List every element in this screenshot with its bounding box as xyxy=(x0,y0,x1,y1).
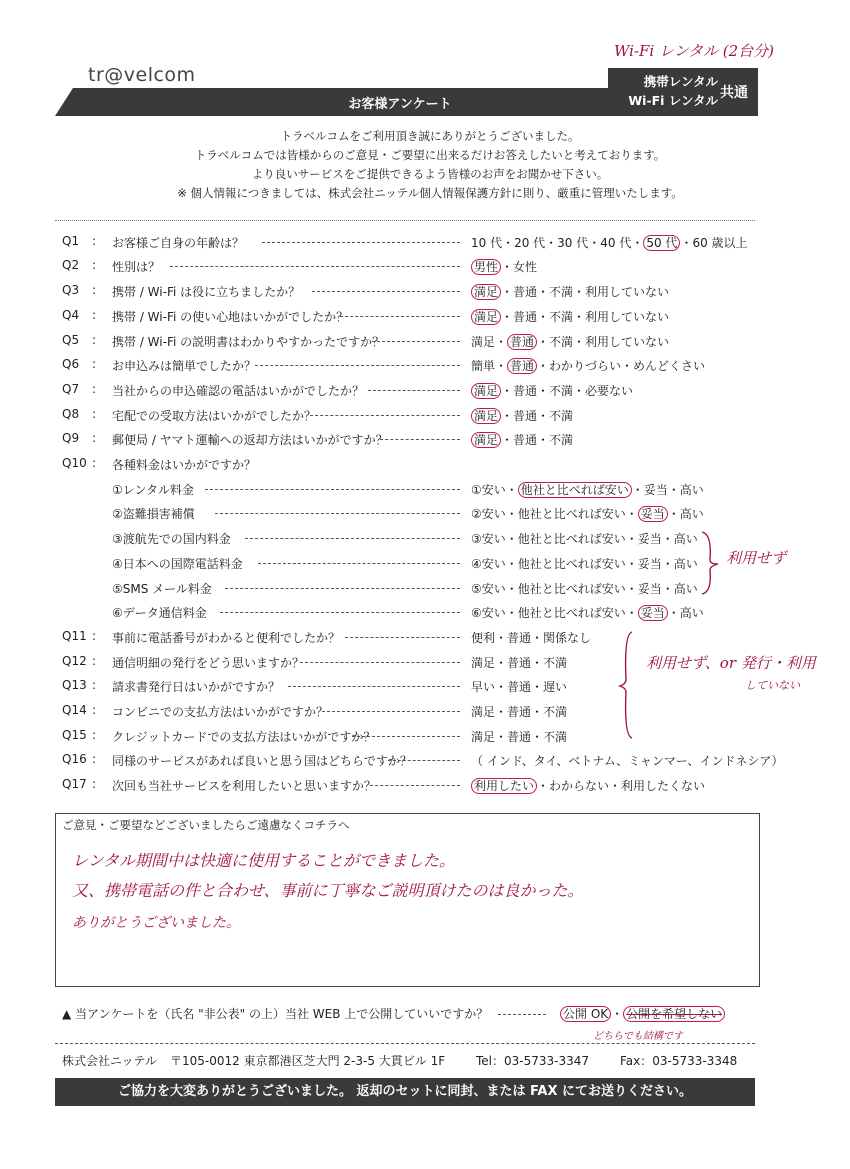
rental-type-labels xyxy=(610,72,718,110)
company-name: 株式会社ニッテル xyxy=(62,1054,157,1068)
leader-dashes xyxy=(258,563,460,564)
handwritten-comment-1: レンタル期間中は快適に使用することができました。 xyxy=(72,851,455,870)
question-text: クレジットカードでの支払方法はいかがですか？ xyxy=(112,730,376,744)
fee-item-label: ①レンタル料金 xyxy=(112,483,194,497)
answer-text: 満足・普通・不満 xyxy=(471,705,568,719)
answer-text: ・60 歳以上 xyxy=(680,236,748,250)
intro-line: トラベルコムをご利用頂き誠にありがとうございました。 xyxy=(280,129,580,143)
answer-options xyxy=(471,505,704,522)
answer-options xyxy=(471,752,783,769)
question-text: 各種料金はいかがですか？ xyxy=(112,458,257,472)
publish-separator: ・ xyxy=(611,1007,624,1021)
intro-text xyxy=(60,127,800,203)
question-number: Q1 xyxy=(62,234,80,248)
leader-dashes xyxy=(310,415,460,416)
question-row xyxy=(0,777,850,801)
leader-dashes xyxy=(368,390,460,391)
selected-answer[interactable]: 利用したい xyxy=(471,778,537,794)
question-colon: : xyxy=(92,678,97,692)
question-text: お客様ご自身の年齢は？ xyxy=(112,236,245,250)
answer-text: 早い・普通・遅い xyxy=(471,680,568,694)
leader-dashes xyxy=(220,612,460,613)
question-colon: : xyxy=(92,333,97,347)
leader-dashes xyxy=(370,785,460,786)
selected-answer[interactable]: 50 代 xyxy=(643,235,680,251)
question-text: 次回も当社サービスを利用したいと思いますか？ xyxy=(112,779,377,793)
answer-text: ・妥当・高い xyxy=(631,483,704,497)
question-row xyxy=(0,703,850,727)
mobile-rental-label: 携帯レンタル xyxy=(643,74,718,89)
question-row xyxy=(0,308,850,332)
answer-options xyxy=(471,777,705,794)
answer-options xyxy=(471,629,591,646)
selected-answer[interactable]: 妥当 xyxy=(638,605,668,621)
q11-handwritten-note-2: していない xyxy=(745,679,800,692)
publish-ng-option[interactable]: 公開を希望しない xyxy=(623,1006,725,1022)
fee-item-label: ②盗難損害補償 xyxy=(112,507,195,521)
q10-sub-row xyxy=(0,505,850,529)
q11-handwritten-note: 利用せず、or 発行・利用 xyxy=(646,654,816,672)
leader-dashes xyxy=(340,316,460,317)
answer-text: ⑤安い・他社と比べれば安い・妥当・高い xyxy=(471,582,698,596)
question-text: 宅配での受取方法はいかがでしたか？ xyxy=(112,409,317,423)
answer-options xyxy=(471,431,573,448)
answer-options xyxy=(471,382,633,399)
answer-options xyxy=(471,654,567,671)
question-number: Q7 xyxy=(62,382,80,396)
leader-dashes xyxy=(345,637,460,638)
question-colon: : xyxy=(92,431,97,445)
answer-text: ①安い・ xyxy=(471,483,518,497)
publish-question: ▲ 当アンケートを（氏名 "非公表" の上）当社 WEB 上で公開していいですか？ xyxy=(62,1007,489,1021)
publish-ok-option[interactable]: 公開 OK xyxy=(560,1006,611,1022)
answer-text: ・わからない・利用したくない xyxy=(537,779,706,793)
answer-text: ・高い xyxy=(667,507,704,521)
question-text: お申込みは簡単でしたか？ xyxy=(112,359,257,373)
q10-sub-row xyxy=(0,481,850,505)
leader-dashes xyxy=(255,365,460,366)
question-number: Q5 xyxy=(62,333,80,347)
q10-sub-row xyxy=(0,555,850,579)
question-row xyxy=(0,333,850,357)
answer-text: ・不満・利用していない xyxy=(537,335,670,349)
question-number: Q2 xyxy=(62,258,80,272)
question-number: Q10 xyxy=(62,456,87,470)
answer-text: ②安い・他社と比べれば安い・ xyxy=(471,507,638,521)
question-colon: : xyxy=(92,308,97,322)
answer-options xyxy=(471,703,567,720)
question-number: Q4 xyxy=(62,308,80,322)
answer-text: 満足・普通・不満 xyxy=(471,656,568,670)
question-colon: : xyxy=(92,407,97,421)
company-address: 〒105-0012 東京都港区芝大門 2-3-5 大貫ビル 1F xyxy=(170,1054,446,1068)
publish-handwritten-note: どちらでも結構です xyxy=(593,1031,683,1042)
leader-dashes xyxy=(262,242,460,243)
answer-options xyxy=(471,678,567,695)
question-text: 携帯 / Wi-Fi の使い心地はいかがでしたか？ xyxy=(112,310,349,324)
leader-dashes xyxy=(288,686,460,687)
question-text: 通信明細の発行をどう思いますか？ xyxy=(112,656,305,670)
leader-dashes xyxy=(352,736,460,737)
question-colon: : xyxy=(92,283,97,297)
question-number: Q16 xyxy=(62,752,87,766)
question-number: Q17 xyxy=(62,777,87,791)
question-colon: : xyxy=(92,703,97,717)
answer-text: ・わかりづらい・めんどくさい xyxy=(537,359,706,373)
answer-options xyxy=(471,728,567,745)
selected-answer[interactable]: 満足 xyxy=(471,432,501,448)
question-text: 当社からの申込確認の電話はいかがでしたか？ xyxy=(112,384,365,398)
answer-text: ） xyxy=(771,754,784,768)
answer-text: 満足・ xyxy=(471,335,508,349)
answer-text: ・高い xyxy=(667,606,704,620)
question-number: Q6 xyxy=(62,357,80,371)
handwritten-wifi-note: Wi-Fi レンタル (2台分) xyxy=(614,42,775,60)
answer-options xyxy=(471,308,669,325)
answer-options xyxy=(471,604,704,621)
leader-dashes xyxy=(170,266,460,267)
question-row xyxy=(0,234,850,258)
q10-sub-row xyxy=(0,580,850,604)
selected-answer[interactable]: 普通 xyxy=(507,358,537,374)
question-number: Q14 xyxy=(62,703,87,717)
company-tel: Tel：03-5733-3347 xyxy=(476,1054,590,1068)
q10-sub-row xyxy=(0,530,850,554)
fee-item-label: ③渡航先での国内料金 xyxy=(112,532,231,546)
question-number: Q15 xyxy=(62,728,87,742)
question-number: Q13 xyxy=(62,678,87,692)
answer-text: ・普通・不満 xyxy=(501,433,574,447)
travelcom-logo: tr@velcom xyxy=(88,64,196,86)
answer-text: 簡単・ xyxy=(471,359,508,373)
question-number: Q3 xyxy=(62,283,80,297)
answer-text: ・普通・不満・利用していない xyxy=(501,310,670,324)
leader-dashes xyxy=(215,513,460,514)
answer-options xyxy=(471,333,669,350)
leader-dashes xyxy=(322,711,460,712)
selected-answer[interactable]: 満足 xyxy=(471,309,501,325)
leader-dashes xyxy=(388,760,460,761)
question-colon: : xyxy=(92,382,97,396)
selected-answer[interactable]: 妥当 xyxy=(638,506,668,522)
selected-answer[interactable]: 他社と比べれば安い xyxy=(518,482,632,498)
question-text: 郵便局 / ヤマト運輸への返却方法はいかがですか？ xyxy=(112,433,388,447)
q10-brace xyxy=(700,530,720,596)
question-text: 請求書発行日はいかがですか？ xyxy=(112,680,281,694)
answer-options xyxy=(471,283,669,300)
answer-text: 10 代・20 代・30 代・40 代・ xyxy=(471,236,644,250)
question-row xyxy=(0,728,850,752)
question-colon: : xyxy=(92,654,97,668)
footer-thanks-bar: ご協力を大変ありがとうございました。 返却のセットに同封、または FAX にてお送りください。 xyxy=(55,1078,755,1106)
leader-dashes xyxy=(300,662,460,663)
comment-label: ご意見・ご要望などございましたらご遠慮なくコチラへ xyxy=(62,818,350,832)
common-label: 共通 xyxy=(720,85,748,101)
question-text: コンビニでの支払方法はいかがですか？ xyxy=(112,705,329,719)
question-number: Q11 xyxy=(62,629,87,643)
answer-text: ・普通・不満・利用していない xyxy=(501,285,670,299)
q10-handwritten-note: 利用せず xyxy=(726,549,787,567)
leader-dashes xyxy=(225,588,460,589)
question-row xyxy=(0,258,850,282)
section-divider xyxy=(55,220,755,221)
selected-answer[interactable]: 普通 xyxy=(507,334,537,350)
handwritten-comment-3: ありがとうございました。 xyxy=(72,915,240,931)
leader-dashes xyxy=(372,341,460,342)
answer-options xyxy=(471,234,748,251)
answer-text: ④安い・他社と比べれば安い・妥当・高い xyxy=(471,557,698,571)
selected-answer[interactable]: 満足 xyxy=(471,284,501,300)
answer-text: （ インド、タイ、ベトナム、ミャンマー、インドネシア xyxy=(471,754,772,768)
handwritten-comment-2: 又、携帯電話の件と合わせ、事前に丁寧なご説明頂けたのは良かった。 xyxy=(72,881,584,900)
question-colon: : xyxy=(92,234,97,248)
question-row xyxy=(0,752,850,776)
question-number: Q12 xyxy=(62,654,87,668)
intro-line: トラベルコムでは皆様からのご意見・ご要望に出来るだけお答えしたいと考えております。 xyxy=(194,148,666,162)
footer-divider xyxy=(55,1043,755,1044)
question-row xyxy=(0,357,850,381)
answer-text: ⑥安い・他社と比べれば安い・ xyxy=(471,606,638,620)
question-row xyxy=(0,407,850,431)
question-colon: : xyxy=(92,456,97,470)
publish-dash xyxy=(498,1014,546,1015)
answer-options xyxy=(471,407,573,424)
answer-text: 便利・普通・関係なし xyxy=(471,631,592,645)
selected-answer[interactable]: 男性 xyxy=(471,259,501,275)
publish-options xyxy=(560,1005,725,1022)
q11-brace xyxy=(618,630,638,740)
answer-text: ・女性 xyxy=(501,260,538,274)
question-text: 携帯 / Wi-Fi の説明書はわかりやすかったですか？ xyxy=(112,335,385,349)
fee-item-label: ④日本への国際電話料金 xyxy=(112,557,243,571)
intro-line: より良いサービスをご提供できるよう皆様のお声をお聞かせ下さい。 xyxy=(251,167,609,181)
question-text: 同様のサービスがあれば良いと思う国はどちらですか？ xyxy=(112,754,412,768)
answer-text: ・普通・不満・必要ない xyxy=(501,384,634,398)
question-row xyxy=(0,456,850,480)
question-number: Q9 xyxy=(62,431,80,445)
answer-options xyxy=(471,357,705,374)
wifi-rental-label: Wi-Fi レンタル xyxy=(628,93,718,108)
answer-options xyxy=(471,555,698,572)
selected-answer[interactable]: 満足 xyxy=(471,383,501,399)
question-colon: : xyxy=(92,258,97,272)
leader-dashes xyxy=(380,439,460,440)
answer-text: ・普通・不満 xyxy=(501,409,574,423)
selected-answer[interactable]: 満足 xyxy=(471,408,501,424)
question-colon: : xyxy=(92,629,97,643)
question-row xyxy=(0,382,850,406)
question-colon: : xyxy=(92,357,97,371)
question-text: 事前に電話番号がわかると便利でしたか？ xyxy=(112,631,341,645)
question-colon: : xyxy=(92,752,97,766)
fee-item-label: ⑤SMS メール料金 xyxy=(112,582,212,596)
question-row xyxy=(0,678,850,702)
leader-dashes xyxy=(312,291,460,292)
fee-item-label: ⑥データ通信料金 xyxy=(112,606,207,620)
intro-line: ※ 個人情報につきましては、株式会社ニッテル個人情報保護方針に則り、厳重に管理いたします。 xyxy=(177,186,683,200)
answer-options xyxy=(471,481,704,498)
q10-sub-row xyxy=(0,604,850,628)
question-row xyxy=(0,283,850,307)
answer-options xyxy=(471,530,698,547)
question-colon: : xyxy=(92,728,97,742)
leader-dashes xyxy=(245,538,460,539)
question-row xyxy=(0,629,850,653)
company-fax: Fax：03-5733-3348 xyxy=(620,1054,738,1068)
question-row xyxy=(0,431,850,455)
leader-dashes xyxy=(205,489,460,490)
answer-text: ③安い・他社と比べれば安い・妥当・高い xyxy=(471,532,698,546)
answer-options xyxy=(471,258,537,275)
answer-text: 満足・普通・不満 xyxy=(471,730,568,744)
question-text: 性別は？ xyxy=(112,260,161,274)
question-number: Q8 xyxy=(62,407,80,421)
answer-options xyxy=(471,580,698,597)
survey-title: お客様アンケート xyxy=(348,97,452,112)
question-text: 携帯 / Wi-Fi は役に立ちましたか？ xyxy=(112,285,301,299)
question-colon: : xyxy=(92,777,97,791)
